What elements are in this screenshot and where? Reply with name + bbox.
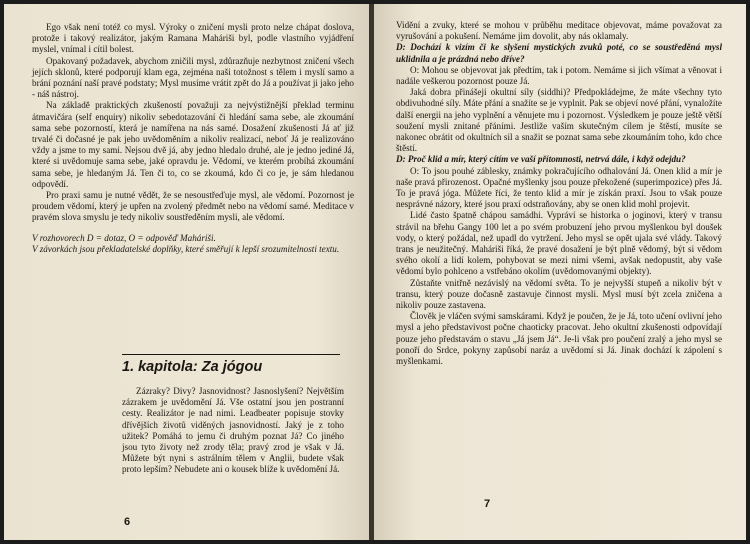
paragraph: Pro praxi samu je nutné vědět, že se nesoustřeďuje mysl, ale vědomí. Pozornost je proudem vědomí, který je upřen na zvolený předmět nebo na vědomí samé. Meditace v pravém slova smyslu je tedy nikoliv soustředěním mysli, ale vědomí.: [32, 190, 354, 223]
left-body-text: [32, 22, 354, 255]
page-number: 7: [484, 498, 491, 510]
question: D: Dochází k vizím či ke slyšení mystických zvuků poté, co se soustředěná mysl uklidnila a je prázdná nebo dříve?: [396, 42, 722, 64]
paragraph: Zůstaňte vnitřně nezávislý na vědomí světa. To je nejvyšší stupeň a nikoliv být v transu, který pouze dočasně zastavuje činnost mysli. Mysl musí být zcela zničena a nikoliv pouze zastavena.: [396, 277, 722, 311]
right-body-text: [396, 20, 722, 367]
paragraph: Lidé často špatně chápou samádhi. Vypráví se historka o joginovi, který v transu strávil na břehu Gangy 100 let a po svém probuzení jeho prvou myšlenkou byl doušek vody, o který požádal, než upadl do vytržení. Jeho mysl se opět ujala své vlády. Takový trans je neužitečný. Maháriši říká, že pravé dosažení je být plně vědomý, být si vědom svého okolí a lidí kolem, pohybovat se mezi nimi všemi, avšak nedopustit, aby vaše vědomí bylo pohlceno a vstřebáno okolím (uvědomovanými objekty).: [396, 210, 722, 277]
paragraph: Jaká dobra přinášejí okultní síly (siddhi)? Předpokládejme, že máte všechny tyto obdivuhodné síly. Máte přání a snažíte se je vyplnit. Pak se objeví nové přání, vynaložíte další energii na jeho vyplnění a věnujete mu i pozornost. Výsledkem je pouze ještě větší soužení mysli znitané přáními. Jestliže vaším skutečným cílem je štěstí, musíte se nakonec obrátit od okultních sil a snažit se poznat sama sebe zkoumáním toho, kdo chce štěstí.: [396, 87, 722, 154]
paragraph: O: To jsou pouhé záblesky, známky pokračujícího odhalování Já. Onen klid a mír je naše pravá přirozenost. Opačné myšlenky jsou pouze překožené (superimpozice) přes Já. To je pravá jóga. Můžete říci, že tento klid a mír je získán praxí. Jsou to však pouze nesprávné názory, které jsou praxí odstraňovány, aby se onen klid mohl projevit.: [396, 165, 722, 210]
chapter-title: 1. kapitola: Za jógou: [122, 354, 340, 375]
left-page: [4, 4, 370, 540]
note: V závorkách jsou překladatelské doplňky, které směřují k lepší srozumitelnosti textu.: [32, 243, 340, 254]
paragraph: Na základě praktických zkušeností považuji za nejvýstižnější překlad terminu átmavičára (self enquiry) nikoliv sebedotazování či hledání sama sebe, ale zkoumání sama sebe pozorností, která je namířena na nás samé. Dosažení zkušenosti Já ať již trvalé či dočasné je pak jeho uvědoměním a nikoliv realizací, neboť Já je realizováno vždy a jsme to my sami. Nejsou dvě já, aby jedno hledalo druhé, ale je jedno jediné Já, které si uvědomuje sama sebe, jaké opravdu je. Vědomí, ve kterém probíhá zkoumání sama sebe, je hledaným Já. Ten či to, co se zkoumá, kdo či co je, je sám hledanou odpovědí.: [32, 100, 354, 189]
right-page: [374, 4, 746, 540]
paragraph: Ego však není totéž co mysl. Výroky o zničení mysli proto nelze chápat doslova, protože i takový realizátor, jakým Ramana Maháriši byl, podle vlastního vyjádření myslel, vnímal i cítil bolest.: [32, 22, 354, 55]
paragraph: Vidění a zvuky, které se mohou v průběhu meditace objevovat, máme považovat za vyrušování a pokušení. Nemáme jim dovolit, aby nás oklamaly.: [396, 20, 722, 42]
paragraph: O: Mohou se objevovat jak předtím, tak i potom. Nemáme si jich všímat a věnovat i nadále veškerou pozornost pouze Já.: [396, 64, 722, 87]
page-number: 6: [124, 516, 131, 528]
paragraph: Člověk je vláčen svými samskárami. Když je poučen, že je Já, toto učení ovlivní jeho mysl a jeho představivost počne chaoticky pracovat. Jeho okultní zkušenosti odpovídají pouze jeho představám o stavu „Já jsem Já“. Je-li však pro poučení zralý a jeho mysl se ponoří do Srdce, pokyny zapůsobí naráz a uvědomí si Já. Jinak dochází k zápolení s myšlenkami.: [396, 311, 722, 367]
note: V rozhovorech D = dotaz, O = odpověď Maháriši.: [32, 232, 216, 243]
chapter-body-text: [122, 386, 344, 476]
paragraph: Zázraky? Divy? Jasnovidnost? Jasnoslyšení? Největším zázrakem je uvědomění Já. Vše ostatní jsou jen postranní cesty. Realizátor je nad nimi. Leadbeater popisuje stovky dřívějších životů viděných jasnovidností. Jaký je z toho užitek? Pomáhá to jemu či druhým poznat Já? Co jiného jsou tyto životy než zrody těla; pravý zrod je však v Já. Můžete být nyni s astrálním tělem v Anglii, budete však proto lepším? Nebudete ani o kousek blíže k uvědomění Já.: [122, 386, 344, 475]
paragraph: Opakovaný požadavek, abychom zničili mysl, zdůrazňuje nezbytnost zničení všech jejích sklonů, které podporují klam ega, zejména naši totožnost s tělem i myslí samo a brání poznání naší pravé podstaty; Mysl musíme vrátit zpět do Já a používat ji jako jeho - náš nástroj.: [32, 55, 354, 100]
question: D: Proč klid a mír, který cítím ve vaší přítomnosti, netrvá dále, i když odejdu?: [396, 154, 686, 165]
